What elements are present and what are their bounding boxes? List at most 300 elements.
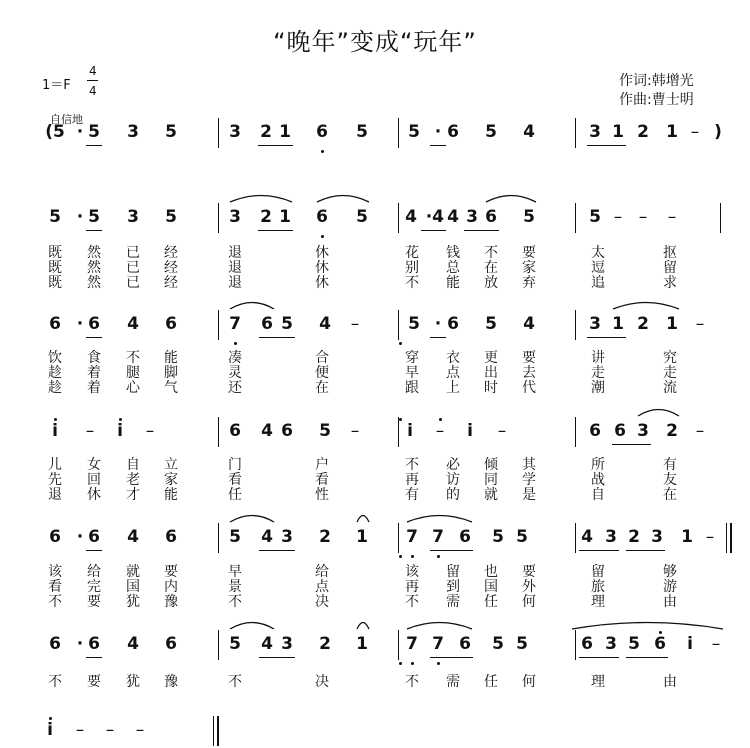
lyric-char: 走 [663, 365, 677, 381]
lyric-char: 上 [446, 380, 460, 396]
note: 5 [88, 122, 100, 142]
lyric-char: 要 [87, 594, 101, 610]
lyric-char: 儿 [48, 457, 62, 473]
lyric-char: 才 [126, 487, 140, 503]
note: 5 [589, 207, 601, 227]
note: 2 [628, 527, 640, 547]
lyric-char: 走 [591, 365, 605, 381]
lyric-char: 放 [484, 275, 498, 291]
note: 1 [612, 314, 624, 334]
note: 6 [581, 634, 593, 654]
low-octave-dot [321, 150, 324, 153]
note: 1 [681, 527, 693, 547]
note: 3 [651, 527, 663, 547]
barline [720, 203, 721, 233]
note: 6 [654, 634, 666, 654]
lyric-char: 退 [48, 487, 62, 503]
lyric-char: 弃 [522, 275, 536, 291]
note: 3 [127, 207, 139, 227]
lyric-char: 不 [126, 350, 140, 366]
lyric-char: 在 [484, 260, 498, 276]
lyric-char: 腿 [126, 365, 140, 381]
lyric-char: 点 [446, 365, 460, 381]
lyric-char: 看 [48, 579, 62, 595]
note: 1 [279, 122, 291, 142]
lyric-char: 理 [591, 674, 605, 690]
lyric-char: 已 [126, 260, 140, 276]
lyric-char: 既 [48, 245, 62, 261]
note: 4 [523, 314, 535, 334]
eighth-underline [579, 657, 619, 658]
lyric-char: 经 [164, 260, 178, 276]
barline-final [217, 716, 219, 746]
lyric-char: 饮 [48, 350, 62, 366]
lyric-char: 同 [484, 472, 498, 488]
lyric-char: 休 [315, 260, 329, 276]
low-octave-dot [411, 555, 414, 558]
lyric-char: 决 [315, 674, 329, 690]
lyric-char: 花 [405, 245, 419, 261]
lyric-char: 着 [87, 365, 101, 381]
note: 5 [492, 634, 504, 654]
lyric-char: 求 [663, 275, 677, 291]
note: 7 [229, 314, 241, 334]
lyric-char: 灵 [228, 365, 242, 381]
note: 4 [127, 527, 139, 547]
lyric-char: 自 [591, 487, 605, 503]
eighth-underline [86, 145, 102, 146]
note: – [695, 421, 705, 441]
eighth-underline [421, 230, 446, 231]
slur [356, 618, 370, 630]
note: 2 [319, 634, 331, 654]
lyric-char: 是 [522, 487, 536, 503]
lyric-char: 代 [522, 380, 536, 396]
lyric-char: 能 [164, 487, 178, 503]
lyric-char: 旅 [591, 579, 605, 595]
barline [218, 417, 219, 447]
note: 5 [281, 314, 293, 334]
barline [218, 630, 219, 660]
note: – [638, 207, 648, 227]
high-octave-dot [659, 631, 662, 634]
lyric-char: 何 [522, 594, 536, 610]
lyric-char: 凑 [228, 350, 242, 366]
low-octave-dot [411, 662, 414, 665]
slur-curve [357, 516, 369, 523]
lyric-char: 已 [126, 245, 140, 261]
lyric-char: 别 [405, 260, 419, 276]
note: 3 [127, 122, 139, 142]
lyric-char: 既 [48, 275, 62, 291]
note: 5 [165, 207, 177, 227]
note: 4 [127, 314, 139, 334]
note: 3 [229, 122, 241, 142]
barline [398, 523, 399, 553]
lyric-char: 友 [663, 472, 677, 488]
slur [229, 298, 275, 310]
lyric-char: 的 [446, 487, 460, 503]
lyric-char: 到 [446, 579, 460, 595]
note: 5 [523, 207, 535, 227]
note: – [705, 527, 715, 547]
barline-final [730, 523, 732, 553]
note: i [687, 634, 693, 654]
note: – [667, 207, 677, 227]
lyric-char: 跟 [405, 380, 419, 396]
lyric-char: 立 [164, 457, 178, 473]
lyric-char: 去 [522, 365, 536, 381]
barline [398, 118, 399, 148]
lyric-char: 看 [315, 472, 329, 488]
barline [398, 630, 399, 660]
note: 6 [447, 314, 459, 334]
eighth-underline [626, 550, 665, 551]
barline [213, 716, 214, 746]
note: 1 [666, 314, 678, 334]
note: 3 [605, 527, 617, 547]
lyric-char: 留 [446, 564, 460, 580]
lyric-char: 不 [405, 674, 419, 690]
lyric-char: 景 [228, 579, 242, 595]
note: 5 [628, 634, 640, 654]
lyric-char: 性 [315, 487, 329, 503]
barline [575, 523, 576, 553]
augmentation-dot: · [76, 314, 84, 334]
note: 5 [165, 122, 177, 142]
lyric-char: 既 [48, 260, 62, 276]
augmentation-dot: · [76, 634, 84, 654]
eighth-underline [430, 657, 473, 658]
lyric-char: 然 [87, 260, 101, 276]
lyric-char: 不 [405, 594, 419, 610]
slur-curve [230, 303, 274, 310]
low-octave-dot [399, 342, 402, 345]
lyric-char: 国 [126, 579, 140, 595]
lyric-char: 还 [228, 380, 242, 396]
lyric-char: 早 [405, 365, 419, 381]
lyric-char: 出 [484, 365, 498, 381]
lyric-char: 看 [228, 472, 242, 488]
note: – [145, 421, 155, 441]
lyric-char: 女 [87, 457, 101, 473]
lyric-char: 食 [87, 350, 101, 366]
lyric-char: 休 [315, 245, 329, 261]
lyric-char: 该 [48, 564, 62, 580]
barline [575, 417, 576, 447]
slur [612, 298, 680, 310]
lyric-char: 不 [484, 245, 498, 261]
note: i [52, 421, 58, 441]
slur [637, 405, 680, 417]
high-octave-dot [54, 418, 57, 421]
lyric-char: 其 [522, 457, 536, 473]
lyric-char: 气 [164, 380, 178, 396]
slur [229, 618, 275, 630]
augmentation-dot: · [434, 122, 442, 142]
lyric-char: 不 [405, 457, 419, 473]
lyric-char: 更 [484, 350, 498, 366]
note: 6 [49, 634, 61, 654]
low-octave-dot [399, 555, 402, 558]
lyric-char: 趁 [48, 380, 62, 396]
lyric-char: 在 [315, 380, 329, 396]
time-signature-bottom: 4 [89, 84, 97, 98]
note: – [105, 720, 115, 740]
lyric-char: 退 [228, 275, 242, 291]
lyric-char: 不 [228, 674, 242, 690]
lyric-char: 不 [48, 594, 62, 610]
note: 6 [229, 421, 241, 441]
lyric-char: 休 [315, 275, 329, 291]
slur [571, 618, 724, 630]
note: 6 [88, 634, 100, 654]
note: 3 [637, 421, 649, 441]
note: 5 [229, 634, 241, 654]
lyric-char: 能 [164, 350, 178, 366]
lyric-char: 衣 [446, 350, 460, 366]
slur-curve [486, 196, 536, 203]
note: 5 [319, 421, 331, 441]
eighth-underline [86, 337, 102, 338]
note: 6 [447, 122, 459, 142]
lyric-char: 战 [591, 472, 605, 488]
note: 1 [356, 634, 368, 654]
eighth-underline [258, 230, 293, 231]
note: 6 [459, 634, 471, 654]
lyric-char: 追 [591, 275, 605, 291]
note: – [690, 122, 700, 142]
note: – [613, 207, 623, 227]
note: 7 [406, 527, 418, 547]
eighth-underline [430, 337, 446, 338]
barline [218, 203, 219, 233]
lyric-char: 休 [87, 487, 101, 503]
lyric-char: 由 [663, 674, 677, 690]
note: 5 [485, 314, 497, 334]
lyric-char: 该 [405, 564, 419, 580]
lyric-char: 门 [228, 457, 242, 473]
note: 6 [165, 527, 177, 547]
note: – [350, 421, 360, 441]
eighth-underline [259, 550, 295, 551]
note: 4 [432, 207, 444, 227]
low-octave-dot [437, 555, 440, 558]
note: – [711, 634, 721, 654]
high-octave-dot [439, 418, 442, 421]
eighth-underline [579, 550, 619, 551]
lyric-char: 给 [315, 564, 329, 580]
note: 6 [49, 314, 61, 334]
lyric-char: 再 [405, 579, 419, 595]
lyric-char: 犹 [126, 594, 140, 610]
slur-curve [230, 623, 274, 630]
slur-curve [572, 623, 723, 630]
lyric-char: 点 [315, 579, 329, 595]
slur [356, 511, 370, 523]
high-octave-dot [49, 717, 52, 720]
low-octave-dot [234, 342, 237, 345]
tempo-mark: 自信地 [50, 113, 83, 126]
note: 4 [261, 634, 273, 654]
slur [316, 191, 370, 203]
lyricist-credit: 作词:韩增光 [619, 73, 694, 89]
lyric-char: 要 [522, 245, 536, 261]
note: – [695, 314, 705, 334]
note: 1 [666, 122, 678, 142]
barline [218, 118, 219, 148]
note: 3 [589, 314, 601, 334]
lyric-char: 要 [522, 564, 536, 580]
lyric-char: 由 [663, 594, 677, 610]
lyric-char: 先 [48, 472, 62, 488]
slur [406, 618, 473, 630]
lyric-char: 已 [126, 275, 140, 291]
note: (5 [45, 122, 65, 142]
note: 2 [666, 421, 678, 441]
eighth-underline [86, 657, 102, 658]
lyric-char: 任 [484, 594, 498, 610]
barline [726, 523, 727, 553]
note: 6 [316, 207, 328, 227]
lyric-char: 何 [522, 674, 536, 690]
lyric-char: 就 [484, 487, 498, 503]
eighth-underline [86, 230, 102, 231]
lyric-char: 户 [315, 457, 329, 473]
credits [619, 72, 694, 110]
augmentation-dot: · [76, 122, 84, 142]
lyric-char: 就 [126, 564, 140, 580]
lyric-char: 合 [315, 350, 329, 366]
lyric-char: 需 [446, 594, 460, 610]
note: 5 [408, 314, 420, 334]
note: 2 [260, 207, 272, 227]
augmentation-dot: · [425, 207, 433, 227]
note: i [467, 421, 473, 441]
lyric-char: 家 [522, 260, 536, 276]
lyric-char: 究 [663, 350, 677, 366]
lyric-char: 着 [87, 380, 101, 396]
note: 2 [319, 527, 331, 547]
slur-curve [407, 623, 472, 630]
augmentation-dot: · [76, 527, 84, 547]
lyric-char: 穿 [405, 350, 419, 366]
lyric-char: 自 [126, 457, 140, 473]
slur-curve [357, 623, 369, 630]
eighth-underline [464, 230, 499, 231]
note: 5 [408, 122, 420, 142]
note: 3 [229, 207, 241, 227]
eighth-underline [430, 550, 473, 551]
barline [575, 630, 576, 660]
note: 6 [614, 421, 626, 441]
lyric-char: 国 [484, 579, 498, 595]
slur [229, 511, 275, 523]
note: 3 [281, 527, 293, 547]
lyric-char: 内 [164, 579, 178, 595]
lyric-char: 够 [663, 564, 677, 580]
note: 5 [88, 207, 100, 227]
lyric-char: 必 [446, 457, 460, 473]
eighth-underline [612, 444, 651, 445]
note: 7 [432, 634, 444, 654]
lyric-char: 豫 [164, 674, 178, 690]
note: 4 [405, 207, 417, 227]
note: 2 [637, 122, 649, 142]
lyric-char: 所 [591, 457, 605, 473]
note: 3 [605, 634, 617, 654]
note: – [75, 720, 85, 740]
note: – [435, 421, 445, 441]
note: 3 [281, 634, 293, 654]
lyric-char: 逗 [591, 260, 605, 276]
note: 1 [356, 527, 368, 547]
lyric-char: 不 [48, 674, 62, 690]
high-octave-dot [119, 418, 122, 421]
note: 1 [612, 122, 624, 142]
note: 3 [589, 122, 601, 142]
lyric-char: 要 [87, 674, 101, 690]
lyric-char: 任 [484, 674, 498, 690]
time-signature-top: 4 [89, 64, 97, 78]
barline [398, 310, 399, 340]
lyric-char: 需 [446, 674, 460, 690]
eighth-underline [86, 550, 102, 551]
lyric-char: 家 [164, 472, 178, 488]
note: 5 [516, 634, 528, 654]
barline [575, 118, 576, 148]
note: 4 [581, 527, 593, 547]
eighth-underline [258, 145, 293, 146]
low-octave-dot [321, 235, 324, 238]
lyric-char: 留 [591, 564, 605, 580]
slur-curve [230, 516, 274, 523]
slur-curve [638, 410, 679, 417]
lyric-char: 钱 [446, 245, 460, 261]
lyric-char: 回 [87, 472, 101, 488]
lyric-char: 也 [484, 564, 498, 580]
lyric-char: 流 [663, 380, 677, 396]
lyric-char: 能 [446, 275, 460, 291]
low-octave-dot [437, 662, 440, 665]
lyric-char: 总 [446, 260, 460, 276]
augmentation-dot: · [434, 314, 442, 334]
eighth-underline [430, 145, 446, 146]
lyric-char: 访 [446, 472, 460, 488]
note: i [47, 720, 53, 740]
augmentation-dot: · [76, 207, 84, 227]
note: 1 [279, 207, 291, 227]
note: 6 [459, 527, 471, 547]
lyric-char: 抠 [663, 245, 677, 261]
time-signature-line [87, 80, 98, 81]
slur [406, 511, 473, 523]
note: – [497, 421, 507, 441]
note: 4 [447, 207, 459, 227]
lyric-char: 学 [522, 472, 536, 488]
note: 2 [260, 122, 272, 142]
barline [398, 417, 399, 447]
note: 6 [165, 314, 177, 334]
note: 5 [356, 122, 368, 142]
barline [575, 310, 576, 340]
note: 5 [516, 527, 528, 547]
lyric-char: 任 [228, 487, 242, 503]
lyric-char: 留 [663, 260, 677, 276]
note: 4 [319, 314, 331, 334]
slur-curve [613, 303, 679, 310]
slur-curve [317, 196, 369, 203]
